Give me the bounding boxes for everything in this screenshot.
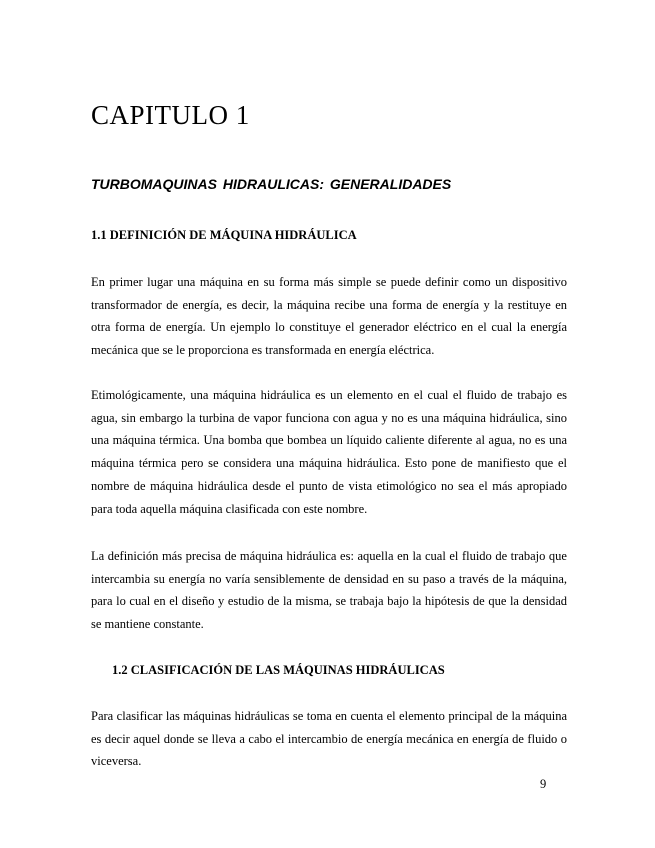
paragraph-3: La definición más precisa de máquina hidráulica es: aquella en la cual el fluido de trabajo que intercambia su energía no varía sensiblemente de densidad en su paso a través de la máquina, para lo cual en el diseño y estudio de la misma, se trabaja bajo la hipótesis de que la densidad se mantiene constante. (91, 549, 567, 632)
paragraph-1: En primer lugar una máquina en su forma más simple se puede definir como un dispositivo transformador de energía, es decir, la máquina recibe una forma de energía y la restituye en otra forma de energía. Un ejemplo lo constituye el generador eléctrico en el cual la energía mecánica que se le proporciona es transformada en energía eléctrica. (91, 275, 567, 358)
paragraph-4: Para clasificar las máquinas hidráulicas se toma en cuenta el elemento principal de la máquina es decir aquel donde se lleva a cabo el intercambio de energía mecánica en energía de fluido o viceversa. (91, 709, 567, 769)
section-heading-1-1: 1.1 DEFINICIÓN DE MÁQUINA HIDRÁULICA (91, 228, 357, 242)
chapter-title: CAPITULO 1 (91, 100, 250, 130)
chapter-subtitle: TURBOMAQUINAS HIDRAULICAS: GENERALIDADES (91, 176, 452, 192)
section-heading-1-2: 1.2 CLASIFICACIÓN DE LAS MÁQUINAS HIDRÁULICAS (112, 663, 445, 677)
page-number: 9 (540, 777, 547, 791)
paragraph-2: Etimológicamente, una máquina hidráulica es un elemento en el cual el fluido de trabajo es agua, sin embargo la turbina de vapor funciona con agua y no es una máquina hidráulica, sino una máquina térmica. Una bomba que bombea un líquido caliente diferente al agua, no es una máquina térmica pero se considera una máquina hidráulica. Esto pone de manifiesto que el nombre de máquina hidráulica desde el punto de vista etimológico no sea el más apropiado para toda aquella máquina clasificada con este nombre. (91, 388, 567, 516)
